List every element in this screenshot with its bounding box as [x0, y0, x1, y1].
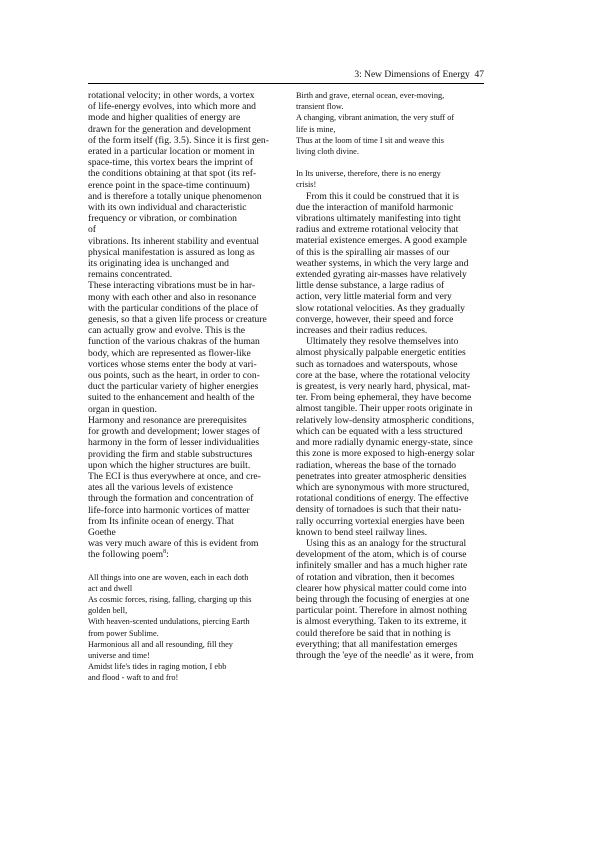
left-column [88, 90, 276, 684]
text-line: almost physically palpable energetic entities [296, 347, 466, 359]
goethe-poem-part-2 [296, 90, 484, 157]
text-line: harmony in the form of lesser individualities [88, 437, 260, 449]
text-line: material existence emerges. A good example [296, 235, 467, 247]
poem-line: Amidst life's tides in raging motion, I ebb [88, 662, 227, 672]
text-fragment: the following poem [88, 549, 164, 561]
text-line: little dense substance, a large radius of [296, 280, 445, 292]
text-line: of life-energy evolves, into which more and [88, 101, 256, 113]
page-number: 47 [474, 70, 484, 80]
text-line: upon which the higher structures are built. [88, 459, 251, 471]
spacer [296, 157, 484, 168]
text-line: with the particular conditions of the place of [88, 302, 259, 314]
text-line: which can be equated with a less structured [296, 425, 463, 437]
text-line: is almost everything. Taken to its extreme, it [296, 616, 467, 628]
text-line: radius and extreme rotational velocity that [296, 224, 459, 236]
poem-line: Harmonious all and all resounding, fill they [88, 639, 233, 649]
text-line: core at the base, where the rotational velocity [296, 369, 471, 381]
poem-line: and flood - waft to and fro! [88, 673, 179, 683]
text-line: everything; that all manifestation emerges [296, 638, 458, 650]
text-line: of [88, 224, 96, 236]
poem-line: living cloth divine. [296, 147, 359, 157]
goethe-poem-part-1 [88, 572, 276, 684]
running-head [88, 70, 484, 80]
paragraph-resonance [88, 415, 276, 561]
text-line: of the form itself (fig. 3.5). Since it is first gen- [88, 134, 269, 146]
text-line: such as tornadoes and waterspouts, whose [296, 358, 458, 370]
text-line: and is therefore a totally unique phenomenon [88, 190, 262, 202]
text-line: physical manifestation is assured as long as [88, 246, 255, 258]
paragraph-atom-analogy [296, 538, 484, 661]
text-line: ter. From being ephemeral, they have become [296, 392, 472, 404]
text-line: from Its infinite ocean of energy. That [88, 515, 234, 527]
text-line: erated in a particular location or moment in [88, 146, 255, 158]
right-column [296, 90, 484, 661]
text-line: life-force into harmonic vortices of matter [88, 504, 250, 516]
text-line: being through the focusing of energies at one [296, 593, 470, 605]
text-line: suited to the enhancement and health of the [88, 392, 255, 404]
text-line: clearer how physical matter could come into [296, 582, 467, 594]
text-line: Using this as an analogy for the structural [306, 537, 467, 549]
poem-line: act and dwell [88, 583, 133, 593]
paragraph-vortex [88, 90, 276, 280]
text-line: through the 'eye of the needle' as it were, from [296, 649, 474, 661]
text-line: drawn for the generation and development [88, 123, 251, 135]
text-line: These interacting vibrations must be in har- [88, 280, 256, 292]
text-line: density of tornadoes is such that their natu- [296, 504, 462, 516]
text-line: vibrations ultimately manifesting into tight [296, 213, 461, 225]
spacer [88, 561, 276, 572]
text-line: can actually grow and evolve. This is the [88, 325, 246, 337]
text-line: extended gyrating air-masses have relatively [296, 269, 467, 281]
text-line: vortices whose stems enter the body at vari- [88, 358, 257, 370]
poem-line: With heaven-scented undulations, piercing Earth [88, 617, 250, 627]
text-line: almost tangible. Their upper roots originate in [296, 403, 473, 415]
text-line: particular point. Therefore in almost nothing [296, 605, 467, 617]
text-line: known to bend steel railway lines. [296, 526, 428, 538]
paragraph-tornadoes [296, 336, 484, 538]
header-rule [88, 83, 484, 84]
text-line: crisis! [296, 180, 317, 190]
poem-line: life is mine, [296, 124, 336, 134]
text-line: could therefore be said that in nothing is [296, 627, 451, 639]
text-line: The ECI is thus everywhere at once, and cre- [88, 470, 261, 482]
text-line: for growth and development; lower stages of [88, 426, 261, 438]
text-line: Goethe [88, 526, 116, 538]
text-line: space-time, this vortex bears the imprint of [88, 157, 253, 169]
text-line: frequency or vibration, or combination [88, 213, 237, 225]
text-line: Ultimately they resolve themselves into [306, 336, 459, 348]
text-line: vibrations. Its inherent stability and eventual [88, 235, 260, 247]
text-line: mony with each other and also in resonance [88, 291, 257, 303]
text-line: of this is the spiralling air masses of our [296, 246, 450, 258]
text-line: penetrates into greater atmospheric densities [296, 470, 467, 482]
poem-line: Thus at the loom of time I sit and weave this [296, 135, 444, 145]
text-line: Harmony and resonance are prerequisites [88, 414, 247, 426]
text-line: From this it could be construed that it is [306, 190, 459, 202]
text-line: the following poem$^8$: [88, 549, 169, 561]
poem-line: universe and time! [88, 650, 150, 660]
chapter-title: 3: New Dimensions of Energy [354, 70, 470, 80]
text-line: function of the various chakras of the human [88, 336, 260, 348]
poem-line: A changing, vibrant animation, the very stuff of [296, 113, 455, 123]
text-line: weather systems, in which the very large and [296, 257, 469, 269]
poem-line: As cosmic forces, rising, falling, charging up this [88, 594, 252, 604]
text-line: infinitely smaller and has a much higher rate [296, 560, 468, 572]
text-line: converge, however, their speed and force [296, 313, 454, 325]
text-line: rally occurring vortexial energies have been [296, 515, 465, 527]
text-line: duct the particular variety of higher energies [88, 381, 259, 393]
text-line: erence point in the space-time continuum) [88, 179, 250, 191]
paragraph-weather-systems [296, 191, 484, 337]
text-line: organ in question. [88, 403, 157, 415]
text-line: this zone is more exposed to high-energy solar [296, 448, 475, 460]
text-line: ous points, such as the heart, in order to con- [88, 370, 260, 382]
text-line: which are synonymous with more structured, [296, 481, 470, 493]
text-line: the conditions obtaining at that spot (its ref- [88, 168, 257, 180]
poem-line: from power Sublime. [88, 628, 159, 638]
text-line: with its own individual and characteristic [88, 202, 247, 214]
footnote-mark: 8 [163, 549, 167, 556]
text-line: through the formation and concentration of [88, 493, 254, 505]
text-line: In Its universe, therefore, there is no energy [296, 169, 441, 179]
text-line: mode and higher qualities of energy are [88, 112, 241, 124]
text-line: slow rotational velocities. As they gradually [296, 302, 465, 314]
text-line: genesis, so that a given life process or creature [88, 314, 267, 326]
text-line: body, which are represented as flower-like [88, 347, 251, 359]
poem-line: All things into one are woven, each in each doth [88, 572, 249, 582]
text-line: rotational conditions of energy. The effective [296, 493, 469, 505]
text-line: providing the firm and stable substructures [88, 448, 253, 460]
text-line: rotational velocity; in other words, a vortex [88, 90, 255, 101]
text-line: due the interaction of manifold harmonic [296, 201, 454, 213]
text-line: remains concentrated. [88, 269, 173, 281]
energy-crisis-note [296, 168, 484, 190]
text-line: its originating idea is unchanged and [88, 258, 229, 270]
text-line: increases and their radius reduces. [296, 325, 428, 337]
text-line: and more radially dynamic energy-state, since [296, 437, 473, 449]
text-line: action, very little material form and very [296, 291, 452, 303]
text-line: relatively low-density atmospheric conditions, [296, 414, 474, 426]
text-line: of rotation and vibration, then it becomes [296, 571, 455, 583]
text-line: is greatest, is very nearly hard, physical, mat- [296, 381, 471, 393]
text-line: was very much aware of this is evident from [88, 538, 259, 550]
text-line: development of the atom, which is of course [296, 549, 467, 561]
poem-line: golden bell, [88, 606, 128, 616]
poem-line: transient flow. [296, 102, 344, 112]
text-line: ates all the various levels of existence [88, 482, 233, 494]
text-line: radiation, whereas the base of the tornado [296, 459, 457, 471]
poem-line: Birth and grave, eternal ocean, ever-moving, [296, 91, 445, 100]
paragraph-harmony-chakras [88, 280, 276, 414]
